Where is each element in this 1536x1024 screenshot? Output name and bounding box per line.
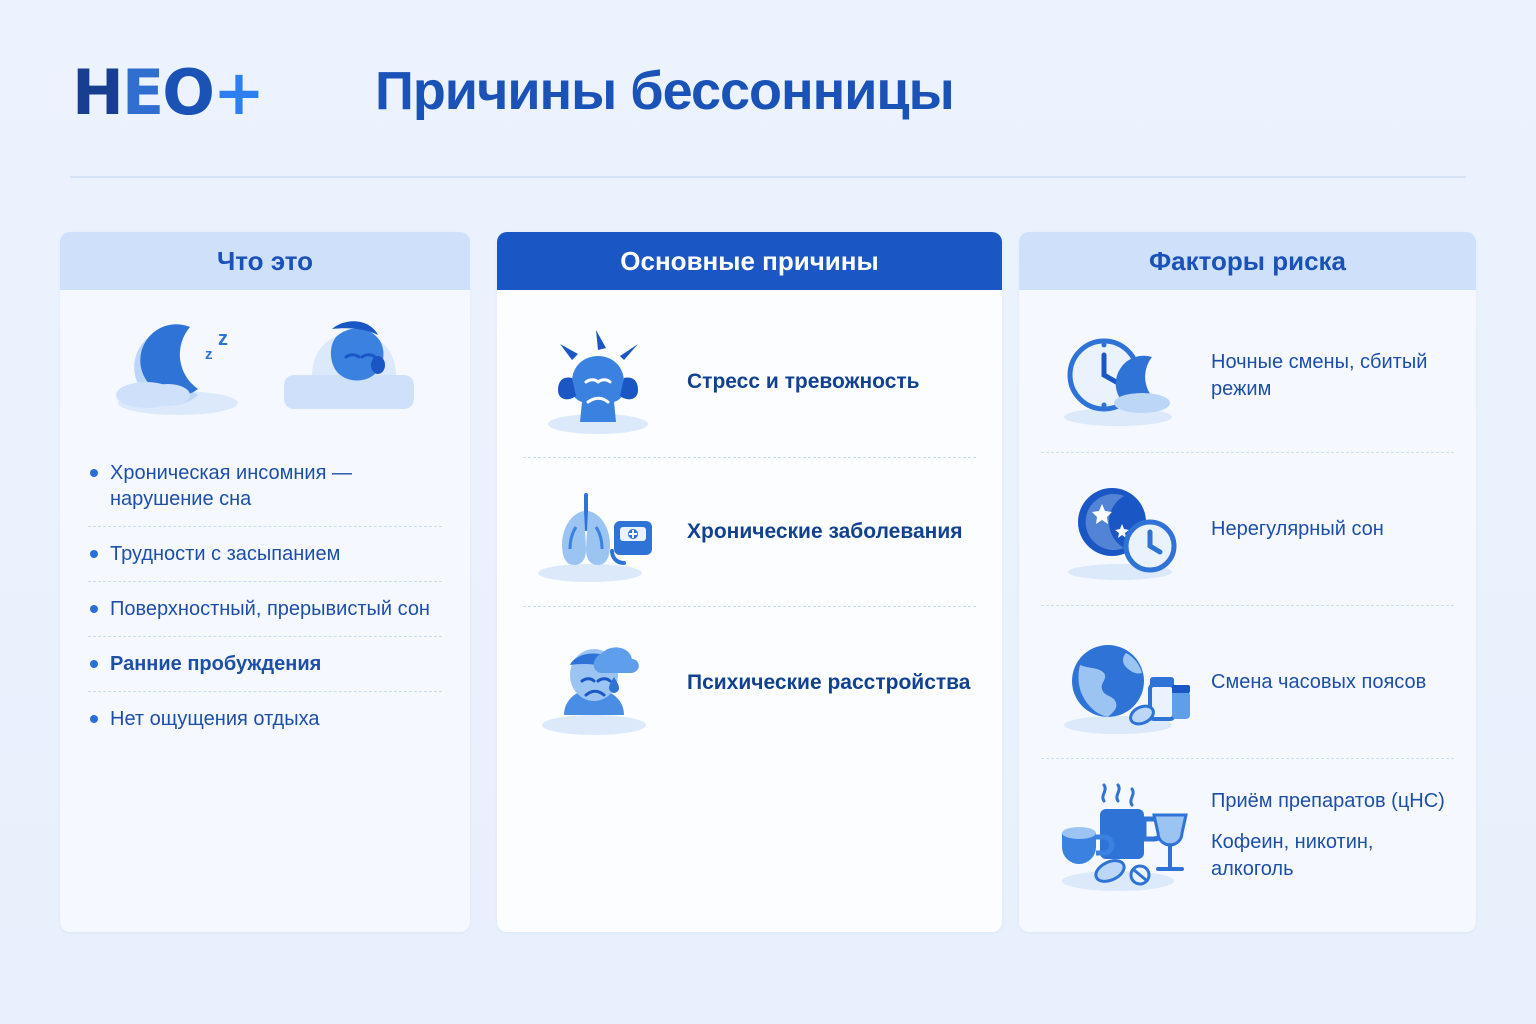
column-what-is-it <box>60 232 470 932</box>
svg-text:z: z <box>205 345 213 363</box>
bullet-dot-icon <box>90 660 98 668</box>
list-item-label: Нет ощущения отдыха <box>110 708 320 730</box>
logo-letter-e: E <box>121 56 163 129</box>
header-divider <box>70 176 1466 178</box>
bullet-dot-icon <box>90 605 98 613</box>
list-item <box>88 637 442 692</box>
logo-plus-icon: + <box>212 56 263 129</box>
column-2-heading: Основные причины <box>497 232 1002 290</box>
list-item-sublabel: Кофеин, никотин, алкоголь <box>1211 830 1374 880</box>
logo-letter-n: H <box>72 56 122 129</box>
list-item <box>523 607 976 758</box>
list-item-label: Поверхностный, прерывистый сон <box>110 598 430 620</box>
list-item-label: Хронические заболевания <box>687 520 963 543</box>
column-1-illustration <box>60 290 470 440</box>
column-main-causes <box>497 232 1002 932</box>
list-item <box>1041 759 1454 911</box>
column-3-list <box>1019 290 1476 911</box>
bullet-dot-icon <box>90 469 98 477</box>
list-item <box>1041 300 1454 453</box>
column-risk-factors <box>1019 232 1476 932</box>
column-1-heading: Что это <box>60 232 470 290</box>
list-item-label: Ранние пробуждения <box>110 653 322 675</box>
list-item-label: Стресс и тревожность <box>687 369 920 393</box>
bullet-dot-icon <box>90 715 98 723</box>
list-item-label: Трудности с засыпанием <box>110 543 341 565</box>
list-item-label: Нерегулярный сон <box>1211 517 1384 540</box>
list-item-label: Приём препаратов (цНС) <box>1211 789 1445 812</box>
page-header <box>0 0 1536 180</box>
lungs-bloodpressure-icon <box>523 477 673 587</box>
list-item-label: Хроническая инсомния — нарушение сна <box>110 462 352 510</box>
column-3-heading: Факторы риска <box>1019 232 1476 290</box>
coffee-wine-pills-icon <box>1041 775 1201 895</box>
list-item <box>1041 453 1454 606</box>
list-item <box>88 692 442 746</box>
bullet-dot-icon <box>90 550 98 558</box>
list-item <box>88 446 442 527</box>
list-item <box>88 582 442 637</box>
moon-stars-clock-icon <box>1041 474 1201 584</box>
list-item-labels <box>1211 788 1454 883</box>
list-item <box>523 458 976 607</box>
clock-moon-icon <box>1041 321 1201 431</box>
list-item <box>88 527 442 582</box>
list-item-label: Смена часовых поясов <box>1211 670 1427 693</box>
list-item <box>1041 606 1454 759</box>
globe-pills-icon <box>1041 627 1201 737</box>
brand-logo <box>72 56 263 129</box>
list-item-label: Ночные смены, сбитый режим <box>1211 351 1428 400</box>
svg-text:z: z <box>218 327 228 350</box>
sleeping-person-icon <box>274 303 424 428</box>
list-item <box>523 306 976 458</box>
logo-letter-o: O <box>162 56 213 129</box>
sad-person-cloud-icon <box>523 625 673 740</box>
list-item-label: Психические расстройства <box>687 670 971 694</box>
stress-head-icon <box>523 324 673 439</box>
page-title: Причины бессонницы <box>375 61 954 121</box>
column-2-list <box>497 290 1002 758</box>
column-1-list <box>60 440 470 746</box>
moon-zzz-icon <box>106 303 256 428</box>
